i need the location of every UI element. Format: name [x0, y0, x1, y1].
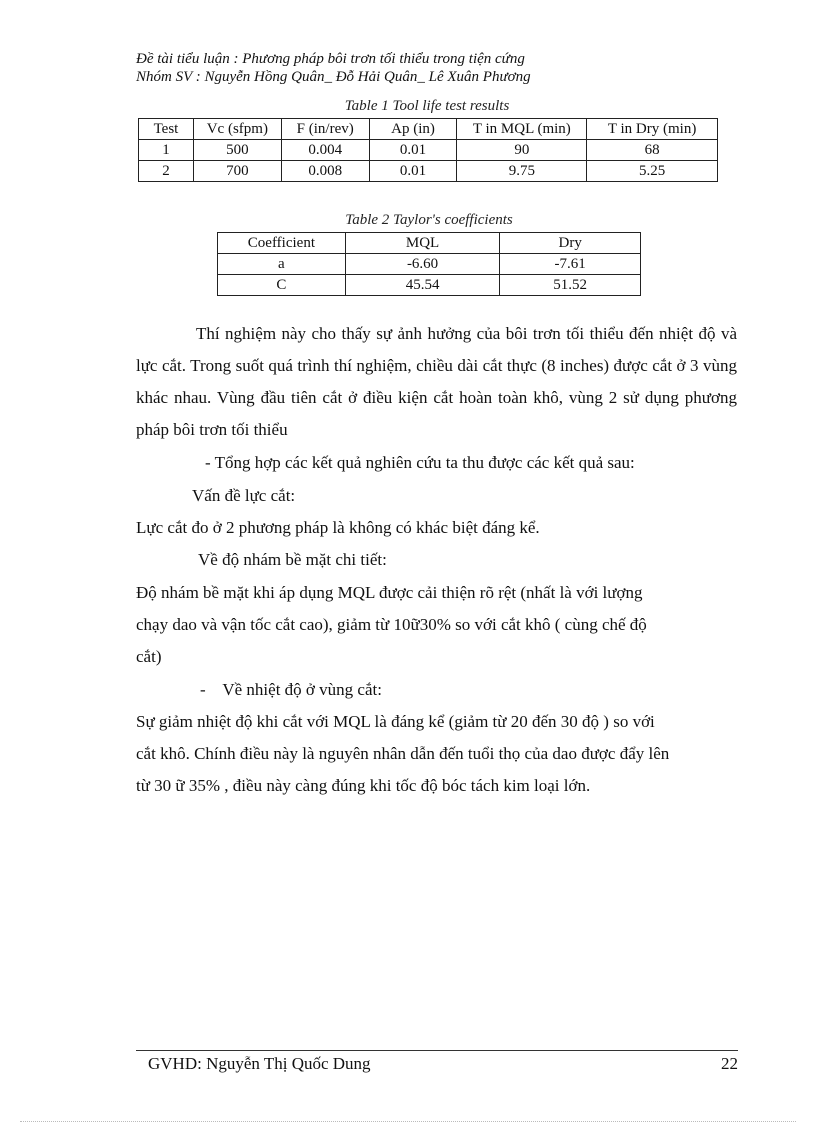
force-heading: Vấn đề lực cắt: — [192, 486, 296, 505]
table-row — [139, 140, 718, 161]
roughness-line: cắt) — [136, 647, 162, 666]
temperature-heading: - Về nhiệt độ ở vùng cắt: — [200, 680, 382, 699]
table-cell: -6.60 — [345, 254, 500, 275]
table-header-row — [139, 119, 718, 140]
footer-advisor: GVHD: Nguyễn Thị Quốc Dung — [148, 1054, 371, 1073]
temperature-line: cắt khô. Chính điều này là nguyên nhân dẫn đến tuổi thọ của dao được đẩy lên — [136, 744, 670, 763]
temperature-line: từ 30 ữ 35% , điều này càng đúng khi tốc độ bóc tách kim loại lớn. — [136, 776, 591, 795]
tool-life-table — [138, 118, 718, 182]
table-row — [139, 161, 718, 182]
table-header-row — [218, 233, 641, 254]
table-header-cell: Ap (in) — [369, 119, 457, 140]
table-header-cell: Coefficient — [218, 233, 346, 254]
footer-divider — [136, 1050, 738, 1051]
document-header — [136, 50, 736, 86]
roughness-line: chạy dao và vận tốc cắt cao), giảm từ 10ữ30% so với cắt khô ( cùng chế độ — [136, 615, 647, 634]
table-cell: C — [218, 275, 346, 296]
table1-caption: Table 1 Tool life test results — [344, 98, 510, 114]
table2-caption: Table 2 Taylor's coefficients — [345, 212, 513, 228]
page-number: 22 — [721, 1054, 738, 1073]
table-cell: 0.004 — [281, 140, 369, 161]
table-header-cell: T in MQL (min) — [457, 119, 587, 140]
force-text: Lực cắt đo ở 2 phương pháp là không có khác biệt đáng kể. — [136, 518, 540, 537]
table-header-cell: MQL — [345, 233, 500, 254]
table-cell: 5.25 — [587, 161, 718, 182]
table-cell: 90 — [457, 140, 587, 161]
table-cell: 2 — [139, 161, 194, 182]
table-cell: a — [218, 254, 346, 275]
summary-line: - Tổng hợp các kết quả nghiên cứu ta thu được các kết quả sau: — [205, 453, 635, 472]
table-cell: 500 — [193, 140, 281, 161]
taylor-coefficients-table — [217, 232, 641, 296]
table-cell: 45.54 — [345, 275, 500, 296]
temperature-line: Sự giảm nhiệt độ khi cắt với MQL là đáng kể (giảm từ 20 đến 30 độ ) so với — [136, 712, 655, 731]
table-cell: 68 — [587, 140, 718, 161]
roughness-line: Độ nhám bề mặt khi áp dụng MQL được cải thiện rõ rệt (nhất là với lượng — [136, 583, 643, 602]
table-header-cell: Vc (sfpm) — [193, 119, 281, 140]
table-cell: 0.01 — [369, 161, 457, 182]
table-header-cell: T in Dry (min) — [587, 119, 718, 140]
table-row — [218, 275, 641, 296]
page-bottom-border — [20, 1121, 796, 1122]
table-cell: 0.008 — [281, 161, 369, 182]
table-header-cell: F (in/rev) — [281, 119, 369, 140]
table-cell: 0.01 — [369, 140, 457, 161]
table-row — [218, 254, 641, 275]
table-header-cell: Dry — [500, 233, 641, 254]
table-cell: 1 — [139, 140, 194, 161]
experiment-paragraph: Thí nghiệm này cho thấy sự ảnh hưởng của bôi trơn tối thiểu đến nhiệt độ và lực cắt. Trong suốt quá trình thí nghiệm, chiều dài cắt thực (8 inches) được cắt ở 3 vùng khác nhau. Vùng đầu tiên cắt ở điều kiện cắt hoàn toàn khô, vùng 2 sử dụng phương pháp bôi trơn tối thiểu — [136, 324, 737, 439]
header-students: Nhóm SV : Nguyễn Hồng Quân_ Đỗ Hải Quân_ Lê Xuân Phương — [136, 69, 531, 85]
table-header-cell: Test — [139, 119, 194, 140]
table-cell: -7.61 — [500, 254, 641, 275]
table-cell: 9.75 — [457, 161, 587, 182]
table-cell: 700 — [193, 161, 281, 182]
table-cell: 51.52 — [500, 275, 641, 296]
header-topic: Đề tài tiểu luận : Phương pháp bôi trơn tối thiểu trong tiện cứng — [136, 51, 525, 67]
roughness-heading: Về độ nhám bề mặt chi tiết: — [198, 550, 387, 569]
